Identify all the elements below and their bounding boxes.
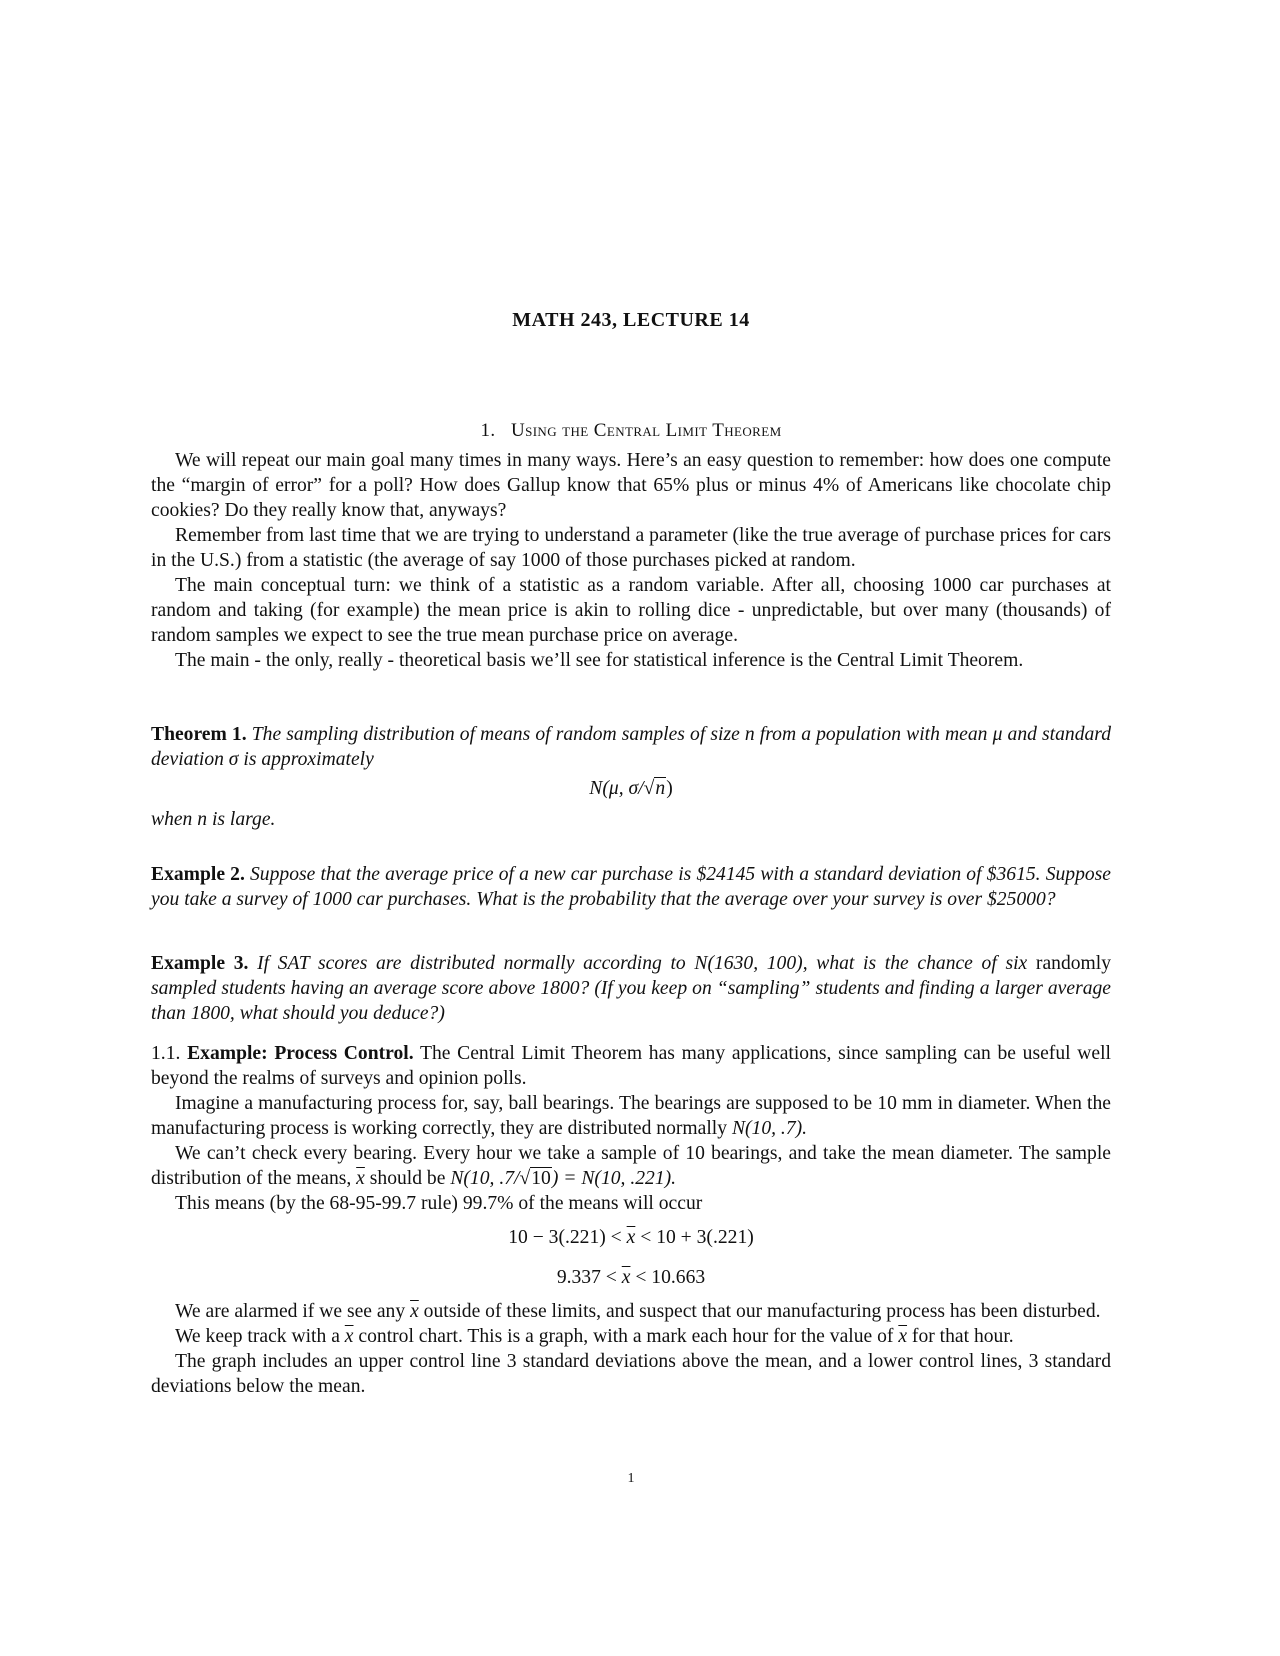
process-radicand: 10	[531, 1168, 551, 1189]
formula-radicand: n	[655, 778, 666, 799]
theorem-formula: N(μ, σ/√n)	[589, 778, 673, 799]
intro-paragraph: We will repeat our main goal many times in many ways. Here’s an easy question to remember: how does one compute the “margin of error” for a poll? How does Gallup know that 65% plus or minus 4% of Americans like chocolate chip cookies? Do they really know that, anyways?	[151, 450, 1111, 521]
document-page	[151, 0, 1111, 1656]
example-3-math: N(1630, 100)	[694, 953, 803, 974]
intro-paragraph: The main conceptual turn: we think of a statistic as a random variable. After all, choosing 1000 car purchases at random and taking (for example) the mean price is akin to rolling dice - unpredictable, but over many (thousands) of random samples we expect to see the true mean purchase price on average.	[151, 575, 1111, 646]
example-3-text: If SAT scores are distributed normally according to	[257, 953, 695, 974]
equation-text: 9.337 <	[556, 1267, 622, 1288]
theorem-block	[151, 722, 1111, 832]
example-2-block	[151, 862, 1111, 912]
xbar-symbol: $\overline{x}$	[621, 1267, 631, 1288]
theorem-statement	[151, 722, 1111, 772]
section-heading	[151, 419, 1111, 443]
equation-text: 10 − 3(.221) <	[508, 1227, 627, 1248]
process-text: should be	[364, 1168, 451, 1189]
process-text: Imagine a manufacturing process for, say, ball bearings. The bearings are supposed to be 10 mm in diameter. When the manufacturing process is working correctly, they are distributed normally	[151, 1093, 1111, 1139]
process-paragraph: This means (by the 68-95-99.7 rule) 99.7% of the means will occur	[175, 1193, 703, 1214]
example-3	[151, 951, 1111, 1026]
section-number: 1.	[480, 420, 496, 441]
example-3-label: Example 3.	[151, 953, 249, 974]
process-math: N(10, .7/	[450, 1168, 520, 1189]
example-3-text: randomly	[1035, 953, 1112, 974]
process-math: N(10, .7).	[731, 1118, 808, 1139]
process-text: We are alarmed if we see any	[175, 1301, 411, 1322]
intro-paragraph: The main - the only, really - theoretical basis we’ll see for statistical inference is the Central Limit Theorem.	[175, 650, 1024, 671]
process-paragraph: The graph includes an upper control line 3 standard deviations above the mean, and a lower control lines, 3 standard deviations below the mean.	[151, 1351, 1111, 1397]
example-2-label: Example 2.	[151, 864, 245, 885]
process-text: for that hour.	[907, 1326, 1014, 1347]
example-2-text: Suppose that the average price of a new car purchase is $24145 with a standard deviation of $3615. Suppose you take a survey of 1000 car purchases. What is the probability that the average over your survey is over $25000?	[151, 864, 1111, 910]
theorem-tail: when n is large.	[151, 809, 276, 830]
example-2	[151, 862, 1111, 912]
subsection-lead	[151, 1041, 1111, 1091]
xbar-symbol: $\overline{x}$	[898, 1326, 908, 1347]
subsection-title: Example: Process Control.	[187, 1043, 414, 1064]
process-text: We keep track with a	[175, 1326, 345, 1347]
process-paragraph: We can’t check every bearing. Every hour we take a sample of 10 bearings, and take the mean diameter. The sample distribution of the means, $\overline{x}$ should be N(10, .7/√10) = N(10, .221).	[151, 1143, 1111, 1189]
process-text: outside of these limits, and suspect that our manufacturing process has been disturbed.	[418, 1301, 1101, 1322]
xbar-symbol: $\overline{x}$	[410, 1301, 419, 1322]
subsection-block	[151, 1041, 1111, 1399]
process-paragraph	[151, 1091, 1111, 1141]
subsection-number: 1.1.	[151, 1043, 181, 1064]
process-paragraph	[151, 1324, 1111, 1349]
page-number: 1	[627, 1471, 635, 1486]
equation-text: < 10.663	[630, 1267, 706, 1288]
process-paragraph	[151, 1299, 1111, 1324]
example-3-text: , what is the chance of six	[802, 953, 1036, 974]
xbar-symbol: $\overline{x}$	[356, 1168, 365, 1189]
example-3-block	[151, 951, 1111, 1026]
formula-suffix: )	[666, 778, 673, 799]
xbar-symbol: $\overline{x}$	[344, 1326, 354, 1347]
intro-block	[151, 448, 1111, 673]
equation-text: < 10 + 3(.221)	[635, 1227, 754, 1248]
control-limits-result	[151, 1265, 1111, 1290]
control-limits-equation	[151, 1225, 1111, 1250]
theorem-text: The sampling distribution of means of random samples of size n from a population with mean μ and standard deviation σ is approximately	[151, 724, 1111, 770]
section-title: Using the Central Limit Theorem	[510, 420, 782, 441]
theorem-label: Theorem 1.	[151, 724, 247, 745]
subsection-text: The Central Limit Theorem has many applications, since sampling can be useful well beyond the realms of surveys and opinion polls.	[151, 1043, 1111, 1089]
process-text: control chart. This is a graph, with a mark each hour for the value of	[353, 1326, 899, 1347]
process-text: We can’t check every bearing. Every hour we take a sample of 10 bearings, and take the mean diameter. The sample distribution of the means,	[151, 1143, 1111, 1189]
page-title: MATH 243, LECTURE 14	[512, 309, 750, 331]
formula-prefix: N(μ, σ/	[589, 778, 644, 799]
intro-paragraph: Remember from last time that we are trying to understand a parameter (like the true average of purchase prices for cars in the U.S.) from a statistic (the average of say 1000 of those purchases picked at random.	[151, 525, 1111, 571]
xbar-symbol: $\overline{x}$	[626, 1227, 636, 1248]
example-3-text: sampled students having an average score above 1800? (If you keep on “sampling” students and finding a larger average than 1800, what should you deduce?)	[151, 978, 1111, 1024]
process-math: ) = N(10, .221).	[551, 1168, 677, 1189]
